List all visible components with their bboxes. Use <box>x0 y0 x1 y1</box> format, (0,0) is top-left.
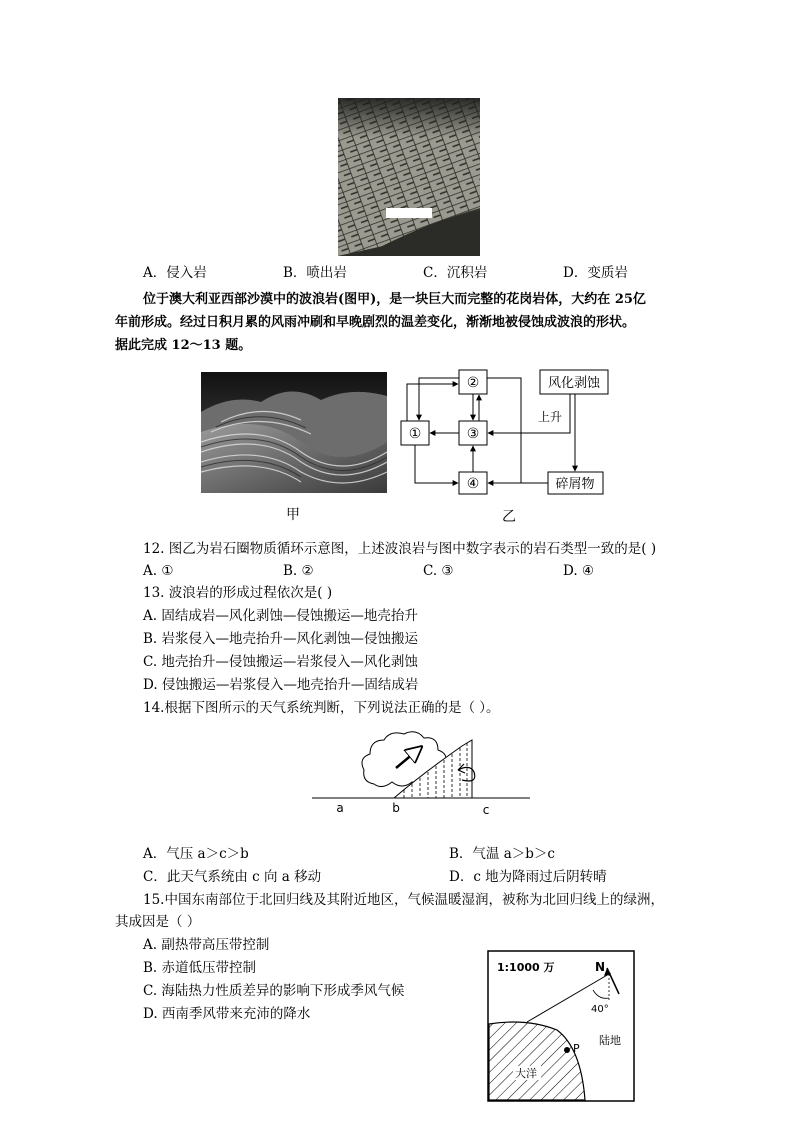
map-angle-label: 40° <box>591 1004 609 1015</box>
q15-option-c: C. 海陆热力性质差异的影响下形成季风气候 <box>143 983 405 999</box>
point-c-label: c <box>482 803 490 817</box>
passage-line-3: 据此完成 12～13 题。 <box>115 338 252 353</box>
q12-option-c: C. ③ <box>423 563 454 579</box>
node-1-label: ① <box>408 426 422 442</box>
q13-option-d: D. 侵蚀搬运—岩浆侵入—地壳抬升—固结成岩 <box>143 677 419 693</box>
rock-cycle-diagram <box>395 364 615 498</box>
figure-label-yi: 乙 <box>502 509 516 525</box>
wave-rock-image <box>201 372 387 493</box>
debris-label: 碎屑物 <box>555 477 595 492</box>
figure-label-jia: 甲 <box>286 507 300 523</box>
q14-option-b: B．气温 a＞b＞c <box>449 846 555 862</box>
weather-front-diagram <box>312 724 532 820</box>
map-scale-label: 1:1000 万 <box>497 961 555 974</box>
point-a-label: a <box>336 801 344 815</box>
map-ocean-label: 大洋 <box>515 1067 537 1080</box>
node-3-label: ③ <box>466 426 480 442</box>
q11-option-d: D．变质岩 <box>563 265 628 281</box>
q14-option-c: C．此天气系统由 c 向 a 移动 <box>143 869 322 885</box>
q12-option-a: A. ① <box>143 563 174 579</box>
node-4-label: ④ <box>466 476 480 492</box>
q15-option-b: B. 赤道低压带控制 <box>143 960 257 976</box>
q12-option-d: D. ④ <box>563 563 595 579</box>
node-2-label: ② <box>466 375 480 391</box>
q11-option-a: A．侵入岩 <box>143 265 207 281</box>
coast-map <box>487 950 635 1102</box>
uplift-label: 上升 <box>537 410 563 424</box>
point-p-marker <box>564 1047 570 1053</box>
rock-cycle-svg <box>395 364 615 498</box>
q13-stem: 13. 波浪岩的形成过程依次是( ) <box>143 585 333 601</box>
q15-stem-line-2: 其成因是（ ） <box>115 914 201 930</box>
q13-option-a: A. 固结成岩—风化剥蚀—侵蚀搬运—地壳抬升 <box>143 608 418 624</box>
weathering-label: 风化剥蚀 <box>547 376 601 391</box>
q14-option-a: A．气压 a＞c＞b <box>143 846 249 862</box>
wave-rock-photo <box>201 372 387 493</box>
q15-stem-line-1: 15.中国东南部位于北回归线及其附近地区，气候温暖湿润，被称为北回归线上的绿洲， <box>143 892 664 908</box>
rock-photo-image <box>338 98 480 256</box>
q13-option-c: C. 地壳抬升—侵蚀搬运—岩浆侵入—风化剥蚀 <box>143 654 418 670</box>
map-north-label: N <box>595 960 606 974</box>
q11-option-b: B．喷出岩 <box>283 265 347 281</box>
q13-option-b: B. 岩浆侵入—地壳抬升—风化剥蚀—侵蚀搬运 <box>143 631 419 647</box>
q15-option-d: D. 西南季风带来充沛的降水 <box>143 1006 311 1022</box>
passage-line-2: 年前形成。经过日积月累的风雨冲刷和早晚剧烈的温差变化，渐渐地被侵蚀成波浪的形状。 <box>115 315 636 330</box>
map-point-label: P <box>573 1042 580 1055</box>
passage-line-1: 位于澳大利亚西部沙漠中的波浪岩(图甲)，是一块巨大而完整的花岗岩体，大约在 25亿 <box>143 292 646 307</box>
q15-option-a: A. 副热带高压带控制 <box>143 937 270 953</box>
q14-stem: 14.根据下图所示的天气系统判断，下列说法正确的是（ ）。 <box>143 700 500 716</box>
q12-option-b: B. ② <box>283 563 314 579</box>
coast-map-svg <box>487 950 635 1102</box>
point-b-label: b <box>392 801 400 815</box>
map-land-label: 陆地 <box>599 1034 621 1047</box>
q11-option-c: C．沉积岩 <box>423 265 488 281</box>
q12-stem: 12. 图乙为岩石圈物质循环示意图，上述波浪岩与图中数字表示的岩石类型一致的是( ) <box>143 541 657 557</box>
weather-front-svg <box>312 724 532 820</box>
q14-option-d: D．c 地为降雨过后阴转晴 <box>449 869 607 885</box>
rock-photo <box>338 98 480 256</box>
